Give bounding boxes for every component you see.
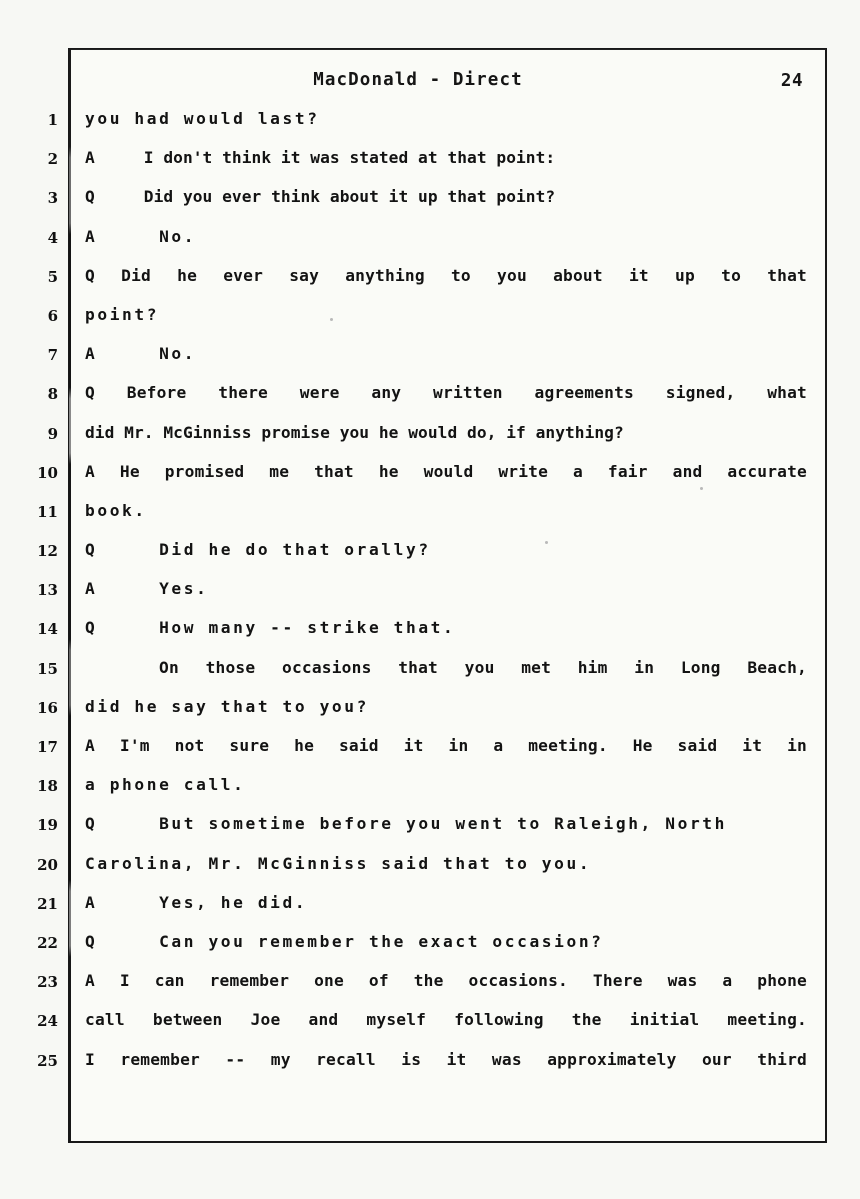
transcript-row [0,460,860,499]
line-number: 19 [37,816,58,835]
line-text: Q Did he do that orally? [85,540,431,560]
line-text: did he say that to you? [85,696,369,716]
transcript-row [0,1008,860,1047]
transcript-row [0,303,860,342]
line-number: 21 [37,894,58,913]
line-text: On those occasions that you met him in Long Beach, [159,657,807,677]
line-text: did Mr. McGinniss promise you he would do, if anything? [85,422,624,442]
transcript-row [0,616,860,655]
transcript-row [0,225,860,264]
line-number: 2 [47,150,58,169]
line-number: 23 [37,973,58,992]
line-text: Q Did you ever think about it up that point? [85,187,556,207]
line-text: book. [85,500,147,520]
scan-speck [330,318,333,321]
header-caption: MacDonald - Direct [313,70,523,90]
line-number: 15 [37,659,58,678]
line-number: 3 [47,189,58,208]
line-number: 17 [37,738,58,756]
page-number: 24 [780,71,803,91]
line-number: 24 [37,1012,58,1031]
transcript-row [0,969,860,1008]
transcript-row [0,499,860,538]
line-text: you had would last? [85,109,320,128]
line-text: A Yes, he did. [85,892,308,912]
line-number: 4 [47,228,58,247]
transcript-row [0,577,860,616]
line-number: 13 [37,581,58,600]
line-text: A I'm not sure he said it in a meeting. He said it in [85,736,807,755]
line-number: 22 [37,933,58,952]
line-text: A He promised me that he would write a fair and accurate [85,461,807,481]
line-text: I remember -- my recall is it was approximately our third [85,1049,807,1069]
line-number: 18 [37,777,58,796]
line-number: 5 [47,267,58,286]
line-text: a phone call. [85,775,246,795]
line-number: 9 [47,424,58,443]
line-number: 14 [37,620,58,639]
page-header [68,70,827,100]
transcript-row [0,146,860,185]
transcript-row [0,342,860,381]
transcript-row [0,421,860,460]
line-text: point? [85,304,160,324]
scan-speck [700,487,703,490]
line-text: A Yes. [85,579,209,599]
line-number: 11 [37,502,58,521]
line-number: 25 [37,1051,58,1070]
transcript-row [0,656,860,695]
transcript-row [0,1048,860,1087]
transcript-row [0,264,860,303]
transcript-lines [0,107,860,1087]
line-number: 12 [37,542,58,561]
transcript-row [0,891,860,930]
line-text: Q Did he ever say anything to you about it up to that [85,265,807,285]
line-text: A No. [85,226,197,246]
transcript-row [0,381,860,420]
line-text: Q Before there were any written agreements signed, what [85,383,807,403]
line-text: Q Can you remember the exact occasion? [85,931,604,951]
line-text: Q How many -- strike that. [85,618,456,638]
line-number: 6 [47,306,58,325]
transcript-row [0,107,860,146]
transcript-row [0,852,860,891]
line-number: 20 [37,855,58,874]
line-number: 7 [47,346,58,365]
transcript-row [0,538,860,577]
transcript-row [0,773,860,812]
line-text: A I can remember one of the occasions. There was a phone [85,971,807,991]
transcript-row [0,695,860,734]
scan-speck [545,541,548,544]
line-text: Q But sometime before you went to Raleigh, North [85,814,727,834]
line-number: 1 [47,111,58,129]
line-number: 8 [47,385,58,404]
line-number: 10 [37,463,58,482]
line-text: Carolina, Mr. McGinniss said that to you. [85,853,592,873]
line-text: A No. [85,344,197,364]
transcript-row [0,734,860,773]
transcript-row [0,185,860,224]
line-number: 16 [37,698,58,717]
line-text: A I don't think it was stated at that point: [85,148,556,168]
transcript-row [0,930,860,969]
line-text: call between Joe and myself following the initial meeting. [85,1010,807,1030]
transcript-row [0,812,860,851]
